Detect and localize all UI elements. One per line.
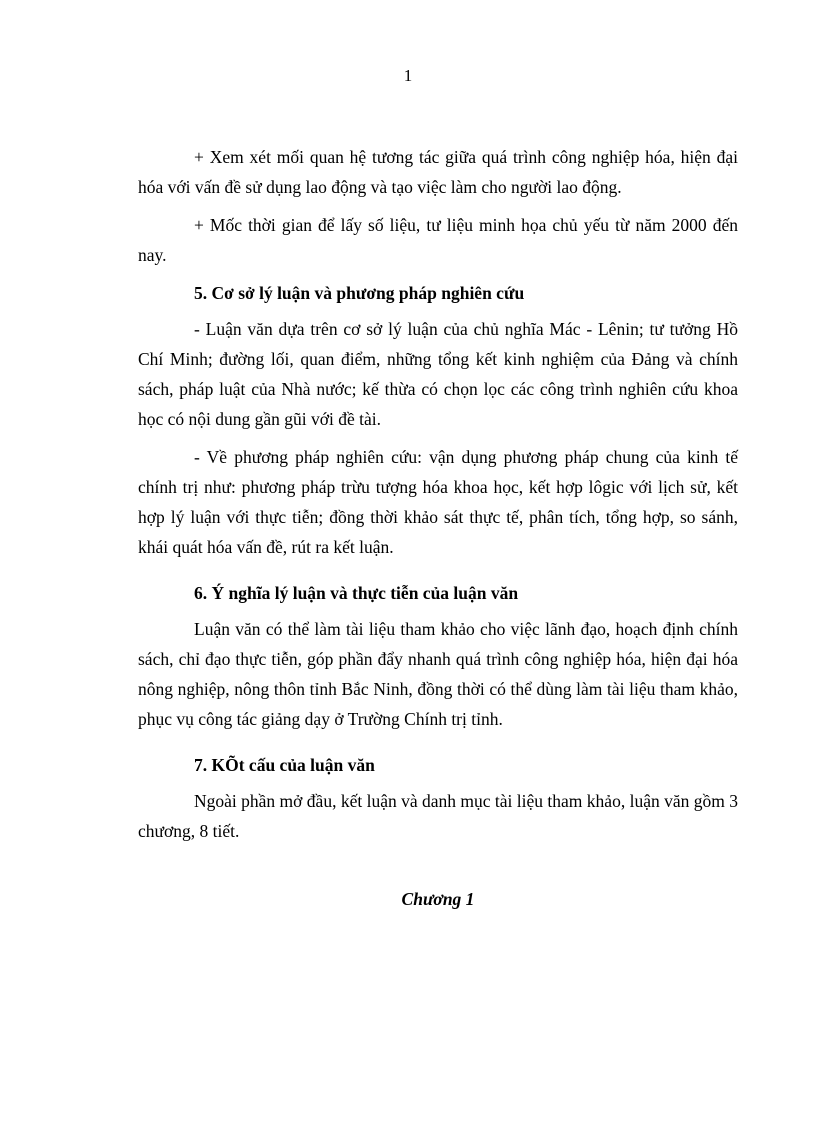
chapter-title: Chương 1	[401, 889, 475, 909]
paragraph-research-methods: - Về phương pháp nghiên cứu: vận dụng phương pháp chung của kinh tế chính trị như: phương pháp trừu tượng hóa khoa học, kết hợp lôgic với lịch sử, kết hợp lý luận với thực tiễn; đồng thời khảo sát thực tế, phân tích, tổng hợp, so sánh, khái quát hóa vấn đề, rút ra kết luận.	[138, 447, 738, 557]
page-number: 1	[403, 66, 413, 85]
heading-section-5: 5. Cơ sở lý luận và phương pháp nghiên cứu	[194, 283, 525, 303]
heading-section-7: 7. KÕt cấu của luận văn	[194, 755, 375, 775]
paragraph-scope-timeframe: + Mốc thời gian để lấy số liệu, tư liệu minh họa chủ yếu từ năm 2000 đến nay.	[138, 215, 738, 265]
paragraph-theoretical-basis: - Luận văn dựa trên cơ sở lý luận của chủ nghĩa Mác - Lênin; tư tưởng Hồ Chí Minh; đường lối, quan điểm, những tổng kết kinh nghiệm của Đảng và chính sách, pháp luật của Nhà nước; kế thừa có chọn lọc các công trình nghiên cứu khoa học có nội dung gần gũi với đề tài.	[138, 319, 738, 429]
document-body	[138, 142, 738, 914]
paragraph-significance: Luận văn có thể làm tài liệu tham khảo cho việc lãnh đạo, hoạch định chính sách, chỉ đạo thực tiễn, góp phần đẩy nhanh quá trình công nghiệp hóa, hiện đại hóa nông nghiệp, nông thôn tỉnh Bắc Ninh, đồng thời có thể dùng làm tài liệu tham khảo, phục vụ công tác giảng dạy ở Trường Chính trị tỉnh.	[138, 619, 738, 729]
paragraph-scope-interaction: + Xem xét mối quan hệ tương tác giữa quá trình công nghiệp hóa, hiện đại hóa với vấn đề sử dụng lao động và tạo việc làm cho người lao động.	[138, 147, 738, 197]
paragraph-structure: Ngoài phần mở đầu, kết luận và danh mục tài liệu tham khảo, luận văn gồm 3 chương, 8 tiết.	[138, 791, 738, 841]
heading-section-6: 6. Ý nghĩa lý luận và thực tiễn của luận văn	[194, 583, 519, 603]
